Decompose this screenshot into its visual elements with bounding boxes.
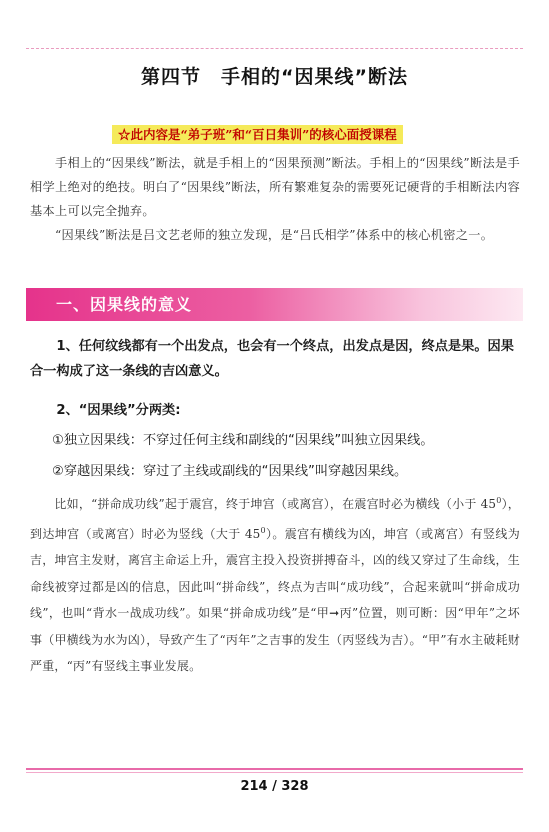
point-1: 1、任何纹线都有一个出发点，也会有一个终点，出发点是因，终点是果。因果合一构成了这一条线的吉凶意义。 xyxy=(30,339,514,379)
example-text-1: 比如，“拼命成功线”起于震宫，终于坤宫（或离宫），在震宫时必为横线（小于 45 xyxy=(30,497,497,511)
degree-superscript: 0 xyxy=(496,496,502,505)
bottom-divider xyxy=(26,768,523,770)
type-crossing: ②穿越因果线：穿过了主线或副线的“因果线”叫穿越因果线。 xyxy=(52,464,408,479)
example-paragraph xyxy=(30,488,520,680)
intro-paragraph-1: 手相上的“因果线”断法，就是手相上的“因果预测”断法。手相上的“因果线”断法是手相学上绝对的绝技。明白了“因果线”断法，所有繁难复杂的需要死记硬背的手相断法内容基本上可以完全抛弃。 xyxy=(30,156,520,218)
course-notice: ☆此内容是“弟子班”和“百日集训”的核心面授课程 xyxy=(112,125,403,144)
section-heading-bar xyxy=(26,288,523,321)
example-text-3: ）。震宫有横线为凶，坤宫（或离宫）有竖线为吉，坤宫主发财，离宫主命运上升，震宫主投入投资拼搏奋斗，凶的线又穿过了生命线，生命线被穿过都是凶的信息，因此叫“拼命线”，终点为吉叫“成功线”，合起来就叫“拼命成功线”，也叫“背水一战成功线”。如果“拼命成功线”是“甲➞丙”位置，则可断：因“甲年”之坏事（甲横线为水为凶），导致产生了“丙年”之吉事的发生（丙竖线为吉）。“甲”有水主破耗财严重，“丙”有竖线主事业发展。 xyxy=(30,526,521,673)
bottom-divider-thin xyxy=(26,772,523,773)
example-text-2: ），到达坤宫（或离宫）时必为竖线（大于 45 xyxy=(30,497,520,541)
intro-paragraph-2: “因果线”断法是吕文艺老师的独立发现，是“吕氏相学”体系中的核心机密之一。 xyxy=(30,228,494,242)
section-heading: 一、因果线的意义 xyxy=(56,295,193,314)
page-number: 214 / 328 xyxy=(240,779,309,794)
point-2: 2、“因果线”分两类: xyxy=(30,403,181,418)
type-independent: ①独立因果线：不穿过任何主线和副线的“因果线”叫独立因果线。 xyxy=(52,433,434,448)
top-divider xyxy=(26,48,523,49)
page-title: 第四节 手相的“因果线”断法 xyxy=(141,66,408,88)
degree-superscript: 0 xyxy=(260,525,266,535)
